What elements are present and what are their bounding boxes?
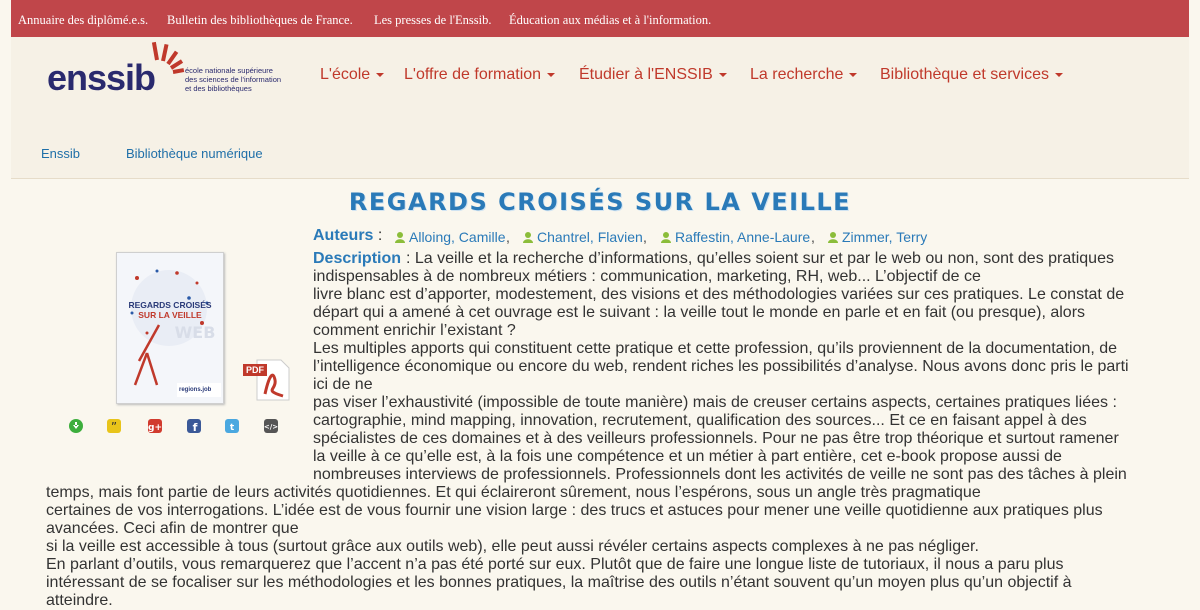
top-bar: [11, 0, 1189, 37]
logo-subtitle-line: des sciences de l'information: [185, 75, 282, 84]
topbar-link-annuaire[interactable]: Annuaire des diplômé.e.s.: [18, 13, 149, 27]
caret-down-icon: [1055, 73, 1063, 77]
nav-item-ecole[interactable]: [320, 66, 384, 84]
facebook-icon[interactable]: [186, 418, 202, 434]
caret-down-icon: [547, 73, 555, 77]
description-line: En parlant d’outils, vous remarquerez que l’accent n’a pas été porté sur eux. Plutôt que de faire une longue liste de tutoriaux, il nous a paru plus: [46, 556, 1064, 573]
download-icon[interactable]: [68, 418, 84, 434]
logo-subtitle-line: école nationale supérieure: [185, 66, 273, 75]
author-separator: ,: [506, 229, 510, 245]
breadcrumb-enssib[interactable]: Enssib: [41, 146, 81, 161]
nav-label: L'offre de formation: [404, 66, 542, 83]
enssib-logo[interactable]: [47, 42, 297, 102]
pdf-label: PDF: [243, 364, 267, 376]
auteurs-label: [313, 227, 382, 245]
person-icon: [660, 231, 672, 243]
author-separator: ,: [811, 229, 815, 245]
author-name: Chantrel, Flavien: [537, 229, 643, 245]
nav-label: Étudier à l'ENSSIB: [579, 66, 713, 83]
author-link[interactable]: [394, 229, 505, 245]
author-link[interactable]: [827, 229, 927, 245]
description-label: Description: [313, 250, 402, 267]
embed-icon[interactable]: [263, 418, 279, 434]
description-line: cartographie, mind mapping, innovation, recrutement, qualification des sources... Et ce en faisant appel à des: [313, 412, 1087, 429]
person-icon: [827, 231, 839, 243]
cover-title-line: SUR LA VEILLE: [138, 310, 202, 320]
topbar-link-presses[interactable]: Les presses de l'Enssib.: [374, 13, 492, 27]
description-line: si la veille est accessible à tous (surtout grâce aux outils web), elle peut aussi révéler certains aspects complexes à ne pas négliger.: [46, 538, 979, 555]
twitter-icon[interactable]: [224, 418, 240, 434]
google-plus-icon[interactable]: [147, 418, 163, 434]
description-line: pas viser l’exhaustivité (impossible de toute manière) mais de creuser certains aspects, certaines pratiques liées :: [313, 394, 1117, 411]
author-separator: ,: [643, 229, 647, 245]
svg-text:g+: g+: [148, 423, 162, 433]
cover-title-line: REGARDS CROISÉS: [128, 300, 212, 310]
description-line: temps, mais font partie de leurs activités quotidiennes. Et qui éclaireront sûrement, nous l’espérons, sous un angle très pragmatique: [46, 484, 981, 501]
description-line: avancées. Ceci afin de montrer que: [46, 520, 299, 537]
divider: [11, 178, 1189, 179]
description-line: : La veille et la recherche d’informations, qu’elles soient sur et par le web ou non, sont des pratiques: [406, 250, 1114, 267]
logo-subtitle: [185, 66, 295, 93]
description-line: certaines de vos interrogations. L’idée est de vous fournir une vision large : des trucs et astuces pour mener une veille quotidienne aux pratiques plus: [46, 502, 1103, 519]
author-name: Alloing, Camille: [409, 229, 506, 245]
author-link[interactable]: [660, 229, 810, 245]
description-line: Les multiples apports qui constituent cette pratique et cette profession, qu’ils proviennent de la documentation, de: [313, 340, 1118, 357]
svg-text:WEB: WEB: [174, 323, 216, 342]
cover-illustration: [117, 253, 223, 403]
author-name: Zimmer, Terry: [842, 229, 928, 245]
logo-wordmark: enssib: [47, 57, 156, 98]
quote-icon[interactable]: [106, 418, 122, 434]
svg-text:t: t: [229, 423, 235, 433]
description-line: la veille à ce qu’elle est, à la fois une compétence et un métier à part entière, cet e-book propose aussi de: [313, 448, 1062, 465]
book-cover[interactable]: [116, 252, 224, 404]
description-line: comment enrichir l’existant ?: [313, 322, 516, 339]
caret-down-icon: [719, 73, 727, 77]
breadcrumb-bibliotheque-numerique[interactable]: Bibliothèque numérique: [126, 146, 263, 161]
description-line: spécialistes de ces domaines et à des veilleurs professionnels. Pour ne pas être trop théorique et surtout ramener: [313, 430, 1119, 447]
nav-label: La recherche: [750, 66, 844, 83]
description-line: départ qui a amené à cet ouvrage est le suivant : la veille tout le monde en parle et en fait (ou presque), alors: [313, 304, 1086, 321]
author-name: Raffestin, Anne-Laure: [675, 229, 811, 245]
cover-title: [117, 300, 223, 320]
person-icon: [394, 231, 406, 243]
description-line: livre blanc est d’apporter, modestement, des visions et des méthodologies variées sur ces pratiques. Le constat de: [313, 286, 1125, 303]
nav-item-recherche[interactable]: [750, 66, 857, 84]
nav-item-etudier[interactable]: [579, 66, 727, 84]
nav-label: L'école: [320, 66, 371, 83]
logo-subtitle-line: et des bibliothèques: [185, 84, 252, 93]
person-icon: [522, 231, 534, 243]
topbar-link-emi[interactable]: Éducation aux médias et à l'information.: [509, 13, 712, 27]
topbar-link-bbf[interactable]: Bulletin des bibliothèques de France.: [167, 13, 353, 27]
pdf-icon: [243, 356, 293, 402]
svg-text:”: ”: [110, 420, 118, 434]
pdf-download[interactable]: [243, 356, 293, 402]
description-line: indispensables à de nombreux métiers : communication, marketing, RH, web... L’objectif de ce: [313, 268, 981, 285]
nav-item-formation[interactable]: [404, 66, 555, 84]
author-link[interactable]: [522, 229, 643, 245]
svg-text:</>: </>: [263, 423, 279, 431]
description-line: ici de ne: [313, 376, 373, 393]
auteurs-colon: :: [373, 227, 383, 244]
nav-label: Bibliothèque et services: [880, 66, 1049, 83]
caret-down-icon: [376, 73, 384, 77]
description-line: nombreuses interviews de professionnels. Professionnels dont les activités de veille ne sont pas des tâches à plein: [313, 466, 1127, 483]
auteurs-label-text: Auteurs: [313, 227, 374, 244]
description-line: intéressant de se focaliser sur les méthodologies et les bonnes pratiques, la maîtrise des outils n’étant souvent qu’un moyen plus qu’un objectif à: [46, 574, 1072, 591]
nav-item-bibliotheque[interactable]: [880, 66, 1063, 84]
cover-publisher: regions.job: [179, 387, 212, 393]
svg-text:f: f: [192, 421, 198, 434]
description-line: l’intelligence économique ou encore du web, rendent riches les possibilités d’analyse. Nous avons donc pris le parti: [313, 358, 1129, 375]
page-title: REGARDS CROISÉS SUR LA VEILLE: [348, 188, 852, 216]
caret-down-icon: [849, 73, 857, 77]
description-line: atteindre.: [46, 592, 113, 609]
